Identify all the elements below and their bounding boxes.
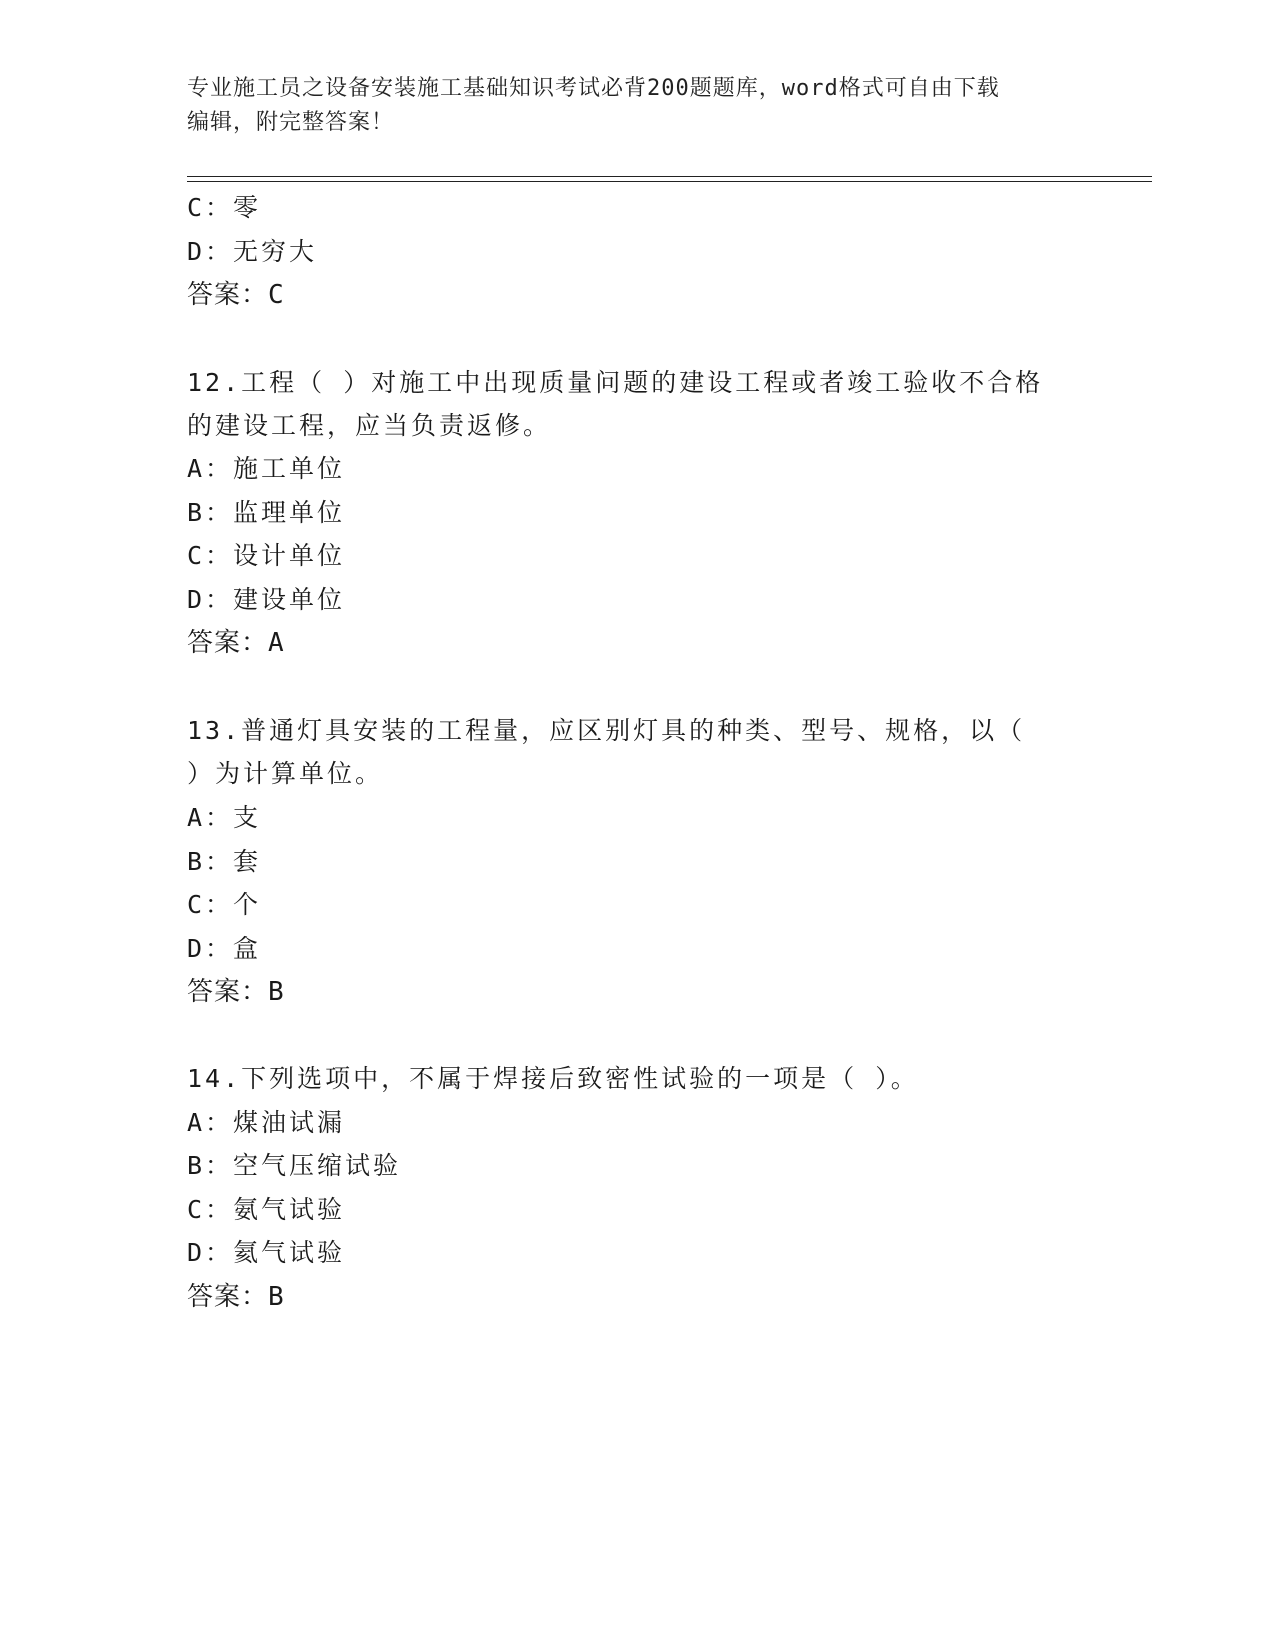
q13-option-b: B：套: [187, 847, 262, 876]
answer-label: 答案：: [187, 1282, 269, 1312]
answer-value: B: [268, 977, 285, 1007]
q14-option-a: A：煤油试漏: [187, 1108, 346, 1137]
document-header: [187, 72, 1087, 140]
q14-stem-line-1: 14.下列选项中，不属于焊接后致密性试验的一项是（ ）。: [187, 1064, 919, 1093]
q14-option-b: B：空气压缩试验: [187, 1151, 402, 1180]
q13-option-a: A：支: [187, 803, 262, 832]
answer-label: 答案：: [187, 977, 269, 1007]
q12-answer: [187, 626, 285, 660]
q12-option-d: D：建设单位: [187, 585, 346, 614]
q13-option-d: D：盒: [187, 934, 262, 963]
q13-stem-line-2: ）为计算单位。: [187, 759, 384, 788]
header-divider-top: [187, 176, 1152, 177]
q14-answer: [187, 1280, 285, 1314]
q11-option-d: D：无穷大: [187, 237, 318, 266]
q13-answer: [187, 975, 285, 1009]
q12-option-b: B：监理单位: [187, 498, 346, 527]
header-line-1: 专业施工员之设备安装施工基础知识考试必背200题题库，word格式可自由下载: [187, 76, 1000, 101]
q14-option-d: D：氦气试验: [187, 1238, 346, 1267]
header-line-2: 编辑，附完整答案！: [187, 110, 395, 135]
q13-option-c: C：个: [187, 890, 262, 919]
q11-option-c: C：零: [187, 193, 262, 222]
q12-stem-line-1: 12.工程（ ）对施工中出现质量问题的建设工程或者竣工验收不合格: [187, 368, 1044, 397]
q12-option-a: A：施工单位: [187, 454, 346, 483]
q12-option-c: C：设计单位: [187, 541, 346, 570]
answer-label: 答案：: [187, 628, 269, 658]
q14-option-c: C：氨气试验: [187, 1195, 346, 1224]
q13-stem-line-1: 13.普通灯具安装的工程量，应区别灯具的种类、型号、规格，以（: [187, 716, 1026, 745]
q11-answer: [187, 278, 285, 312]
answer-value: B: [268, 1282, 285, 1312]
answer-value: A: [268, 628, 285, 658]
header-divider-bottom: [187, 181, 1152, 182]
answer-value: C: [268, 280, 285, 310]
answer-label: 答案：: [187, 280, 269, 310]
q12-stem-line-2: 的建设工程，应当负责返修。: [187, 411, 552, 440]
